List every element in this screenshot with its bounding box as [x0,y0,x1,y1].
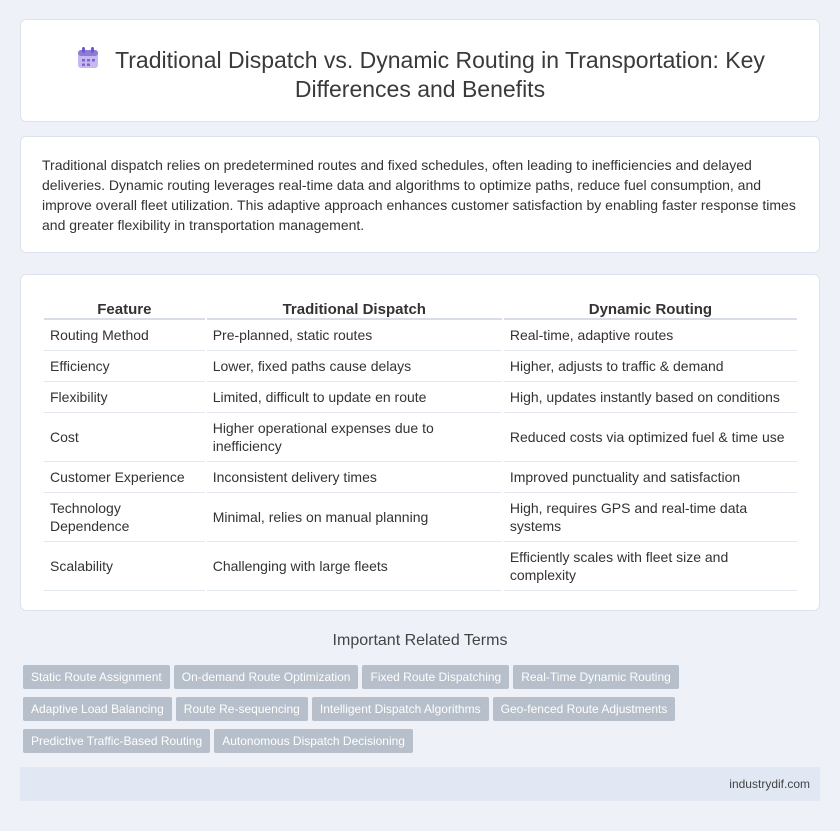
table-row [44,351,797,382]
dynamic-cell: Real-time, adaptive routes [504,320,797,351]
comparison-card [20,274,820,611]
tag-row [23,665,703,697]
feature-cell: Cost [44,413,205,462]
dynamic-cell: High, requires GPS and real-time data systems [504,493,797,542]
table-row [44,542,797,591]
dynamic-cell: Improved punctuality and satisfaction [504,462,797,493]
table-row [44,320,797,351]
dynamic-cell: Higher, adjusts to traffic & demand [504,351,797,382]
header-dynamic-routing: Dynamic Routing [504,292,797,320]
traditional-cell: Limited, difficult to update en route [207,382,502,413]
traditional-cell: Challenging with large fleets [207,542,502,591]
tag-row [23,729,703,761]
page-title: Traditional Dispatch vs. Dynamic Routing in Transportation: Key Differences and Benefits [115,47,765,102]
traditional-cell: Minimal, relies on manual planning [207,493,502,542]
traditional-cell: Pre-planned, static routes [207,320,502,351]
table-header-row [44,292,797,320]
feature-cell: Customer Experience [44,462,205,493]
header-traditional-dispatch: Traditional Dispatch [207,292,502,320]
intro-card [20,136,820,253]
related-term-tag[interactable]: Adaptive Load Balancing [23,697,172,721]
dynamic-cell: Efficiently scales with fleet size and complexity [504,542,797,591]
intro-paragraph: Traditional dispatch relies on predetermined routes and fixed schedules, often leading to inefficiencies and delayed deliveries. Dynamic routing leverages real-time data and algorithms to optimize paths, reduce fuel consumption, and improve overall fleet utilization. This adaptive approach enhances customer satisfaction by enabling faster response times and greater flexibility in transportation management. [42,157,796,233]
feature-cell: Efficiency [44,351,205,382]
feature-cell: Routing Method [44,320,205,351]
table-row [44,413,797,462]
related-term-tag[interactable]: Route Re-sequencing [176,697,308,721]
dynamic-cell: Reduced costs via optimized fuel & time use [504,413,797,462]
table-row [44,493,797,542]
related-term-tag[interactable]: Autonomous Dispatch Decisioning [214,729,413,753]
related-terms-list [23,665,703,761]
related-term-tag[interactable]: Static Route Assignment [23,665,170,689]
related-term-tag[interactable]: On-demand Route Optimization [174,665,359,689]
feature-cell: Flexibility [44,382,205,413]
related-term-tag[interactable]: Intelligent Dispatch Algorithms [312,697,489,721]
feature-cell: Scalability [44,542,205,591]
calendar-icon [75,45,101,71]
dynamic-cell: High, updates instantly based on conditions [504,382,797,413]
page-title-block [21,45,819,104]
header-feature: Feature [44,292,205,320]
traditional-cell: Inconsistent delivery times [207,462,502,493]
traditional-cell: Higher operational expenses due to inefficiency [207,413,502,462]
header-card [20,19,820,122]
comparison-table [42,292,799,591]
related-term-tag[interactable]: Geo-fenced Route Adjustments [493,697,676,721]
feature-cell: Technology Dependence [44,493,205,542]
table-row [44,462,797,493]
table-row [44,382,797,413]
related-term-tag[interactable]: Real-Time Dynamic Routing [513,665,679,689]
footer-site-name: industrydif.com [729,777,810,791]
tag-row [23,697,703,729]
footer-bar [20,767,820,801]
related-terms-title: Important Related Terms [332,632,508,649]
related-term-tag[interactable]: Predictive Traffic-Based Routing [23,729,210,753]
traditional-cell: Lower, fixed paths cause delays [207,351,502,382]
related-term-tag[interactable]: Fixed Route Dispatching [362,665,509,689]
